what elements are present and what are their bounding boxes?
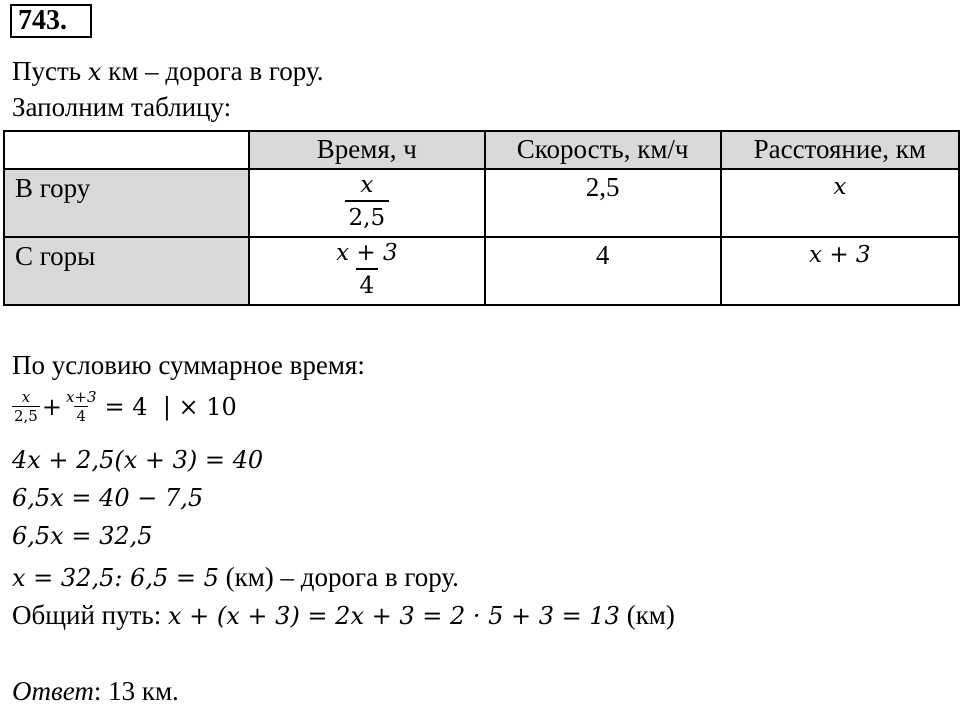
equation-5-text: (км) – дорога в гору. [218,562,459,592]
intro-let-var: x [87,58,102,86]
table-header-speed: Скорость, км/ч [485,131,721,169]
equation-5-math: x = 32,5: 6,5 = 5 [12,564,219,592]
row-label-uphill: В гору [4,169,249,237]
solution-condition: По условию суммарное время: [12,350,365,380]
row-uphill-speed: 2,5 [485,169,721,237]
fraction-denominator: 4 [356,268,379,302]
equation-2: 4x + 2,5(x + 3) = 40 [12,446,264,474]
fraction-denominator: 2,5 [345,200,390,234]
data-table [3,130,960,306]
fraction-denominator: 4 [76,407,87,425]
table-header-row [4,131,959,169]
fraction [12,388,40,425]
answer-value: : 13 км. [93,676,179,706]
row-uphill-distance: x [721,169,959,237]
table-row [4,237,959,305]
intro-let-suffix: км – дорога в гору. [101,56,324,86]
intro-fill-table: Заполним таблицу: [12,92,232,122]
problem-number: 743. [10,4,92,38]
plus-sign: + [41,392,62,421]
table-header-time: Время, ч [249,131,484,169]
row-downhill-speed: 4 [485,237,721,305]
fraction-numerator: x+3 [65,388,97,406]
table-header-distance: Расстояние, км [721,131,959,169]
fraction-denominator: 2,5 [14,407,38,425]
fraction-numerator: x [360,172,374,198]
fraction [332,238,402,302]
answer-line [12,676,179,707]
row-label-downhill: С горы [4,237,249,305]
equation-4: 6,5x = 32,5 [12,522,153,550]
table-header-empty [4,131,249,169]
table-row [4,169,959,237]
fraction [345,170,390,234]
equation-1-rest: = 4 | × 10 [104,392,237,421]
fraction [64,388,99,425]
total-path-unit: (км) [619,600,675,630]
total-path-label: Общий путь: [12,600,168,630]
intro-let-prefix: Пусть [12,56,88,86]
fraction-numerator: x + 3 [336,240,398,266]
row-uphill-time [249,169,484,237]
answer-label: Ответ [12,676,94,706]
row-downhill-time [249,237,484,305]
equation-1 [12,388,237,425]
row-downhill-distance: x + 3 [721,237,959,305]
equation-5 [12,562,459,593]
total-path-line [12,600,675,631]
fraction-numerator: x [21,388,31,406]
total-path-math: x + (x + 3) = 2x + 3 = 2 · 5 + 3 = 13 [168,602,620,630]
equation-3: 6,5x = 40 − 7,5 [12,484,204,512]
intro-let-line [12,56,324,87]
